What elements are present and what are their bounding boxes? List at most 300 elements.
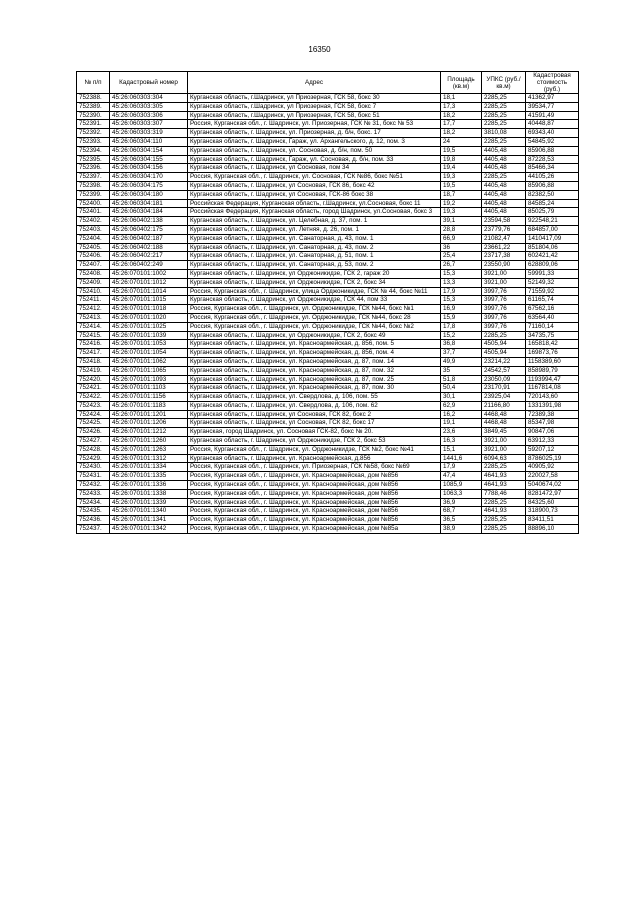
row-number-cell: 752389. — [77, 102, 110, 111]
address-cell: Россия, Курганская обл., г. Шадринск, ул. Приозерная, ГСК № 31, бокс № 53 — [188, 120, 441, 129]
address-cell: Россия, Курганская обл., г. Шадринск, ул. Приозерная, ГСК №58, бокс №69 — [188, 463, 441, 472]
area-cell: 17,3 — [441, 102, 482, 111]
row-number-cell: 752436. — [77, 516, 110, 525]
row-number-cell: 752425. — [77, 419, 110, 428]
row-number-cell: 752419. — [77, 366, 110, 375]
upks-cell: 2285,25 — [482, 94, 526, 103]
area-cell: 16,2 — [441, 410, 482, 419]
upks-cell: 3997,76 — [482, 322, 526, 331]
upks-cell: 4405,48 — [482, 155, 526, 164]
cadastral-number-cell: 45:26:060303:319 — [110, 129, 188, 138]
area-cell: 13,3 — [441, 278, 482, 287]
cadastral-number-cell: 45:26:060304:155 — [110, 155, 188, 164]
header-cost: Кадастровая стоимость (руб.) — [526, 72, 579, 94]
cadastral-cost-cell: 8786025,19 — [526, 454, 579, 463]
address-cell: Курганская область, г. Шадринск, ул Сосновая, пом 34 — [188, 164, 441, 173]
cadastral-cost-cell: 5040674,02 — [526, 481, 579, 490]
address-cell: Курганская область, г. Шадринск, ул. Свердлова, д. 106, пом. 62 — [188, 401, 441, 410]
row-number-cell: 752401. — [77, 208, 110, 217]
upks-cell: 2285,25 — [482, 331, 526, 340]
table-row — [77, 217, 579, 226]
cadastral-cost-cell: 87228,53 — [526, 155, 579, 164]
area-cell: 47,4 — [441, 472, 482, 481]
cadastral-cost-cell: 59207,12 — [526, 445, 579, 454]
cadastral-number-cell: 45:26:060303:304 — [110, 94, 188, 103]
table-row — [77, 296, 579, 305]
cadastral-cost-cell: 85906,88 — [526, 181, 579, 190]
cadastral-cost-cell: 40448,87 — [526, 120, 579, 129]
row-number-cell: 752403. — [77, 225, 110, 234]
area-cell: 15,9 — [441, 313, 482, 322]
address-cell: Курганская область, г. Шадринск, ул Орджоникидзе, ГСК 2, бокс 49 — [188, 331, 441, 340]
address-cell: Курганская область, г. Шадринск, ул Орджоникидзе, ГСК 44, пом 33 — [188, 296, 441, 305]
table-row — [77, 507, 579, 516]
upks-cell: 3921,00 — [482, 437, 526, 446]
area-cell: 17,8 — [441, 322, 482, 331]
table-row — [77, 313, 579, 322]
address-cell: Курганская область, г. Шадринск, ул. Красноармейская, д. 856, пом. 4 — [188, 349, 441, 358]
table-row — [77, 129, 579, 138]
area-cell: 19,5 — [441, 146, 482, 155]
area-cell: 19,3 — [441, 173, 482, 182]
upks-cell: 3849,45 — [482, 428, 526, 437]
cadastral-number-cell: 45:26:070101:1156 — [110, 393, 188, 402]
cadastral-cost-cell: 72389,38 — [526, 410, 579, 419]
cadastral-cost-cell: 85906,88 — [526, 146, 579, 155]
row-number-cell: 752400. — [77, 199, 110, 208]
upks-cell: 2285,25 — [482, 525, 526, 534]
address-cell: Российская Федерация, Курганская область, город Шадринск, ул.Сосновая, бокс 3 — [188, 208, 441, 217]
address-cell: Россия, Курганская обл., г. Шадринск, ул. Орджоникидзе, ГСК №44, бокс №1 — [188, 305, 441, 314]
row-number-cell: 752414. — [77, 322, 110, 331]
area-cell: 68,7 — [441, 507, 482, 516]
upks-cell: 4641,93 — [482, 472, 526, 481]
area-cell: 16,3 — [441, 437, 482, 446]
cadastral-cost-cell: 61165,74 — [526, 296, 579, 305]
cadastral-cost-cell: 71559,92 — [526, 287, 579, 296]
row-number-cell: 752434. — [77, 498, 110, 507]
cadastral-cost-cell: 85347,98 — [526, 419, 579, 428]
cadastral-number-cell: 45:26:060402:138 — [110, 217, 188, 226]
cadastral-cost-cell: 165818,42 — [526, 340, 579, 349]
cadastral-number-cell: 45:26:070101:1263 — [110, 445, 188, 454]
row-number-cell: 752397. — [77, 173, 110, 182]
cadastral-cost-cell: 41591,49 — [526, 111, 579, 120]
upks-cell: 2285,25 — [482, 137, 526, 146]
cadastral-cost-cell: 1410417,09 — [526, 234, 579, 243]
cadastral-cost-cell: 8281472,97 — [526, 489, 579, 498]
address-cell: Курганская область, г. Шадринск, ул Сосновая, ГСК 82, бокс 17 — [188, 419, 441, 428]
upks-cell: 3921,00 — [482, 445, 526, 454]
address-cell: Россия, Курганская обл., г. Шадринск, улица Орджоникидзе, ГСК № 44, бокс №11 — [188, 287, 441, 296]
table-row — [77, 357, 579, 366]
area-cell: 18,7 — [441, 190, 482, 199]
cadastral-number-cell: 45:26:060402:249 — [110, 261, 188, 270]
cadastral-cost-cell: 59991,33 — [526, 269, 579, 278]
address-cell: Курганская, город Шадринск, ул. Сосновая ГСК-82, бокс № 20. — [188, 428, 441, 437]
cadastral-cost-cell: 69343,40 — [526, 129, 579, 138]
address-cell: Россия, Курганская обл., г. Шадринск, ул. Красноармейская, дом №856 — [188, 481, 441, 490]
upks-cell: 4641,93 — [482, 481, 526, 490]
address-cell: Россия, Курганская обл., г. Шадринск, ул. Сосновая, ГСК №86, бокс №51 — [188, 173, 441, 182]
upks-cell: 4405,48 — [482, 199, 526, 208]
cadastral-cost-cell: 84585,24 — [526, 199, 579, 208]
address-cell: Курганская область, г. Шадринск, ул. Красноармейская, д. 87, пом. 30 — [188, 384, 441, 393]
address-cell: Курганская область, г. Шадринск, ул. Санаторная, д. 53, пом. 2 — [188, 261, 441, 270]
area-cell: 19,5 — [441, 181, 482, 190]
address-cell: Россия, Курганская обл., г. Шадринск, ул. Красноармейская, дом №856 — [188, 472, 441, 481]
upks-cell: 2285,25 — [482, 120, 526, 129]
cadastral-number-cell: 45:26:060304:181 — [110, 199, 188, 208]
area-cell: 19,8 — [441, 155, 482, 164]
row-number-cell: 752413. — [77, 313, 110, 322]
row-number-cell: 752421. — [77, 384, 110, 393]
address-cell: Курганская область, г. Шадринск, ул. Сосновая, д. б/н, пом. 50 — [188, 146, 441, 155]
cadastral-cost-cell: 85466,34 — [526, 164, 579, 173]
row-number-cell: 752390. — [77, 111, 110, 120]
area-cell: 49,9 — [441, 357, 482, 366]
table-row — [77, 287, 579, 296]
row-number-cell: 752417. — [77, 349, 110, 358]
cadastral-cost-cell: 220027,58 — [526, 472, 579, 481]
address-cell: Курганская область, г. Шадринск, ул. Красноармейская, д. 856, пом. 5 — [188, 340, 441, 349]
upks-cell: 23594,58 — [482, 217, 526, 226]
cadastral-number-cell: 45:26:070101:1334 — [110, 463, 188, 472]
row-number-cell: 752399. — [77, 190, 110, 199]
table-row — [77, 234, 579, 243]
cadastral-number-cell: 45:26:070101:1340 — [110, 507, 188, 516]
address-cell: Курганская область, г. Шадринск, ул. Красноармейская, д.856 — [188, 454, 441, 463]
cadastral-cost-cell: 34735,75 — [526, 331, 579, 340]
upks-cell: 23717,38 — [482, 252, 526, 261]
address-cell: Курганская область, г. Шадринск, ул. Красноармейская, д. 87, пом. 25 — [188, 375, 441, 384]
cadastral-number-cell: 45:26:070101:1336 — [110, 481, 188, 490]
cadastral-cost-cell: 1331391,98 — [526, 401, 579, 410]
table-row — [77, 419, 579, 428]
table-row — [77, 454, 579, 463]
row-number-cell: 752420. — [77, 375, 110, 384]
table-row — [77, 102, 579, 111]
row-number-cell: 752415. — [77, 331, 110, 340]
cadastral-number-cell: 45:26:060304:175 — [110, 181, 188, 190]
table-row — [77, 252, 579, 261]
area-cell: 23,6 — [441, 428, 482, 437]
cadastral-number-cell: 45:26:070101:1053 — [110, 340, 188, 349]
upks-cell: 3921,00 — [482, 278, 526, 287]
row-number-cell: 752409. — [77, 278, 110, 287]
address-cell: Курганская область, г. Шадринск, ул Сосновая, ГСК 86, бокс 42 — [188, 181, 441, 190]
cadastral-number-cell: 45:26:070101:1002 — [110, 269, 188, 278]
area-cell: 17,9 — [441, 463, 482, 472]
row-number-cell: 752422. — [77, 393, 110, 402]
area-cell: 17,7 — [441, 120, 482, 129]
address-cell: Россия, Курганская обл., г. Шадринск, ул. Орджоникидзе, ГСК №44, бокс №2 — [188, 322, 441, 331]
area-cell: 50,4 — [441, 384, 482, 393]
area-cell: 1063,3 — [441, 489, 482, 498]
table-row — [77, 428, 579, 437]
address-cell: Курганская область, г. Шадринск, ул Сосновая, ГСК 82, бокс 2 — [188, 410, 441, 419]
table-row — [77, 525, 579, 534]
cadastral-cost-cell: 1193994,47 — [526, 375, 579, 384]
table-row — [77, 137, 579, 146]
cadastral-cost-cell: 1167814,08 — [526, 384, 579, 393]
cadastral-cost-cell: 71160,14 — [526, 322, 579, 331]
cadastral-number-cell: 45:26:070101:1338 — [110, 489, 188, 498]
address-cell: Курганская область, г. Шадринск, ул. Приозерная, д. б/н, бокс. 17 — [188, 129, 441, 138]
address-cell: Курганская область, г.Шадринск, ул Приозерная, ГСК 58, бокс 30 — [188, 94, 441, 103]
address-cell: Курганская область, г. Шадринск, ул. Санаторная, д. 43, пом. 1 — [188, 234, 441, 243]
row-number-cell: 752398. — [77, 181, 110, 190]
row-number-cell: 752418. — [77, 357, 110, 366]
row-number-cell: 752426. — [77, 428, 110, 437]
upks-cell: 2285,25 — [482, 111, 526, 120]
address-cell: Курганская область, г. Шадринск, ул. Красноармейская, д. 87, пом. 32 — [188, 366, 441, 375]
cadastral-cost-cell: 85025,79 — [526, 208, 579, 217]
cadastral-number-cell: 45:26:070101:1012 — [110, 278, 188, 287]
cadastral-number-cell: 45:26:070101:1039 — [110, 331, 188, 340]
upks-cell: 23779,76 — [482, 225, 526, 234]
cadastral-number-cell: 45:26:070101:1025 — [110, 322, 188, 331]
table-row — [77, 393, 579, 402]
address-cell: Курганская область, г. Шадринск, Гараж, ул. Архангельского, д. 12, пом. 3 — [188, 137, 441, 146]
cadastral-cost-cell: 52149,32 — [526, 278, 579, 287]
row-number-cell: 752404. — [77, 234, 110, 243]
upks-cell: 24542,57 — [482, 366, 526, 375]
row-number-cell: 752433. — [77, 489, 110, 498]
cadastral-number-cell: 45:26:060304:180 — [110, 190, 188, 199]
cadastral-cost-cell: 41362,97 — [526, 94, 579, 103]
row-number-cell: 752395. — [77, 155, 110, 164]
page-number: 16350 — [308, 45, 331, 54]
row-number-cell: 752405. — [77, 243, 110, 252]
area-cell: 35 — [441, 366, 482, 375]
table-row — [77, 516, 579, 525]
area-cell: 18,2 — [441, 129, 482, 138]
address-cell: Российская Федерация, Курганская область, г.Шадринск, ул.Сосновая, бокс 11 — [188, 199, 441, 208]
table-header-row — [77, 72, 579, 94]
area-cell: 30,1 — [441, 393, 482, 402]
address-cell: Курганская область, г. Шадринск, ул Сосновая, ГСК-86 бокс 38 — [188, 190, 441, 199]
table-row — [77, 261, 579, 270]
row-number-cell: 752432. — [77, 481, 110, 490]
table-row — [77, 181, 579, 190]
row-number-cell: 752393. — [77, 137, 110, 146]
row-number-cell: 752391. — [77, 120, 110, 129]
cadastral-number-cell: 45:26:070101:1260 — [110, 437, 188, 446]
table-row — [77, 322, 579, 331]
cadastral-cost-cell: 169873,76 — [526, 349, 579, 358]
cadastral-number-cell: 45:26:070101:1103 — [110, 384, 188, 393]
cadastral-cost-cell: 602421,42 — [526, 252, 579, 261]
table-row — [77, 305, 579, 314]
row-number-cell: 752416. — [77, 340, 110, 349]
upks-cell: 3810,08 — [482, 129, 526, 138]
cadastral-cost-cell: 90847,06 — [526, 428, 579, 437]
cadastral-number-cell: 45:26:070101:1312 — [110, 454, 188, 463]
cadastral-number-cell: 45:26:070101:1183 — [110, 401, 188, 410]
area-cell: 15,2 — [441, 331, 482, 340]
cadastral-cost-cell: 628809,06 — [526, 261, 579, 270]
address-cell: Курганская область, г. Шадринск, ул. Санаторная, д. 43, пом. 2 — [188, 243, 441, 252]
upks-cell: 4468,48 — [482, 419, 526, 428]
upks-cell: 6094,63 — [482, 454, 526, 463]
cadastral-cost-cell: 63912,33 — [526, 437, 579, 446]
cadastral-cost-cell: 1158389,60 — [526, 357, 579, 366]
cadastral-number-cell: 45:26:070101:1201 — [110, 410, 188, 419]
cadastral-cost-cell: 40905,92 — [526, 463, 579, 472]
cadastral-cost-cell: 63564,40 — [526, 313, 579, 322]
area-cell: 17,9 — [441, 287, 482, 296]
upks-cell: 4505,94 — [482, 340, 526, 349]
row-number-cell: 752411. — [77, 296, 110, 305]
cadastral-number-cell: 45:26:060303:307 — [110, 120, 188, 129]
upks-cell: 23214,22 — [482, 357, 526, 366]
cadastral-cost-cell: 858989,79 — [526, 366, 579, 375]
cadastral-cost-cell: 83411,51 — [526, 516, 579, 525]
address-cell: Россия, Курганская обл., г. Шадринск, ул. Орджоникидзе, ГСК №2, бокс №41 — [188, 445, 441, 454]
area-cell: 25,4 — [441, 252, 482, 261]
table-row — [77, 481, 579, 490]
area-cell: 15,1 — [441, 445, 482, 454]
cadastral-cost-cell: 39534,77 — [526, 102, 579, 111]
upks-cell: 7788,46 — [482, 489, 526, 498]
cadastral-cost-cell: 44105,26 — [526, 173, 579, 182]
cadastral-number-cell: 45:26:060402:188 — [110, 243, 188, 252]
row-number-cell: 752407. — [77, 261, 110, 270]
table-row — [77, 208, 579, 217]
cadastral-number-cell: 45:26:070101:1014 — [110, 287, 188, 296]
header-num: № п/п — [77, 72, 110, 94]
table-row — [77, 445, 579, 454]
row-number-cell: 752394. — [77, 146, 110, 155]
header-cadastral: Кадастровый номер — [110, 72, 188, 94]
row-number-cell: 752428. — [77, 445, 110, 454]
cadastral-number-cell: 45:26:060402:217 — [110, 252, 188, 261]
cadastral-number-cell: 45:26:060402:175 — [110, 225, 188, 234]
cadastral-number-cell: 45:26:070101:1062 — [110, 357, 188, 366]
upks-cell: 23050,09 — [482, 375, 526, 384]
area-cell: 19,4 — [441, 164, 482, 173]
address-cell: Россия, Курганская обл., г. Шадринск, ул. Красноармейская, дом №856 — [188, 516, 441, 525]
upks-cell: 23661,22 — [482, 243, 526, 252]
row-number-cell: 752392. — [77, 129, 110, 138]
upks-cell: 4405,48 — [482, 146, 526, 155]
cadastral-cost-cell: 851804,06 — [526, 243, 579, 252]
upks-cell: 2285,25 — [482, 173, 526, 182]
table-row — [77, 269, 579, 278]
table-row — [77, 225, 579, 234]
cadastral-value-table — [76, 71, 579, 534]
area-cell: 15,3 — [441, 296, 482, 305]
table-row — [77, 331, 579, 340]
row-number-cell: 752402. — [77, 217, 110, 226]
address-cell: Россия, Курганская обл., г. Шадринск, ул. Орджоникидзе, ГСК №44, бокс 28 — [188, 313, 441, 322]
table-row — [77, 164, 579, 173]
upks-cell: 2285,25 — [482, 463, 526, 472]
upks-cell: 23925,04 — [482, 393, 526, 402]
area-cell: 16,9 — [441, 305, 482, 314]
address-cell: Россия, Курганская обл., г. Шадринск, ул. Красноармейская, дом №856 — [188, 507, 441, 516]
address-cell: Курганская область, г. Шадринск, ул. Свердлова, д. 106, пом. 55 — [188, 393, 441, 402]
area-cell: 66,9 — [441, 234, 482, 243]
area-cell: 28,8 — [441, 225, 482, 234]
address-cell: Россия, Курганская обл., г. Шадринск, ул. Красноармейская, дом №85а — [188, 525, 441, 534]
cadastral-cost-cell: 84325,60 — [526, 498, 579, 507]
row-number-cell: 752435. — [77, 507, 110, 516]
address-cell: Россия, Курганская обл., г. Шадринск, ул. Красноармейская, дом №856 — [188, 489, 441, 498]
cadastral-number-cell: 45:26:060304:156 — [110, 164, 188, 173]
cadastral-number-cell: 45:26:070101:1065 — [110, 366, 188, 375]
upks-cell: 4405,48 — [482, 164, 526, 173]
area-cell: 19,2 — [441, 199, 482, 208]
cadastral-number-cell: 45:26:060303:305 — [110, 102, 188, 111]
row-number-cell: 752396. — [77, 164, 110, 173]
address-cell: Курганская область, г. Шадринск, ул. Целебная, д. 37, пом. 1 — [188, 217, 441, 226]
address-cell: Курганская область, г. Шадринск, Гараж, ул. Сосновая, д. б/н, пом. 33 — [188, 155, 441, 164]
header-address: Адрес — [188, 72, 441, 94]
row-number-cell: 752424. — [77, 410, 110, 419]
cadastral-number-cell: 45:26:060304:154 — [110, 146, 188, 155]
upks-cell: 2285,25 — [482, 102, 526, 111]
address-cell: Курганская область, г.Шадринск, ул Приозерная, ГСК 58, бокс 7 — [188, 102, 441, 111]
table-body — [77, 94, 579, 534]
table-row — [77, 349, 579, 358]
upks-cell: 4405,48 — [482, 190, 526, 199]
area-cell: 19,1 — [441, 419, 482, 428]
area-cell: 18,1 — [441, 94, 482, 103]
table-row — [77, 199, 579, 208]
area-cell: 38,9 — [441, 525, 482, 534]
cadastral-number-cell: 45:26:070101:1015 — [110, 296, 188, 305]
cadastral-number-cell: 45:26:070101:1339 — [110, 498, 188, 507]
upks-cell: 3997,76 — [482, 305, 526, 314]
cadastral-number-cell: 45:26:070101:1093 — [110, 375, 188, 384]
area-cell: 19,3 — [441, 208, 482, 217]
address-cell: Курганская область, г. Шадринск, ул Орджоникидзе, ГСК 2, бокс 53 — [188, 437, 441, 446]
cadastral-number-cell: 45:26:070101:1018 — [110, 305, 188, 314]
cadastral-number-cell: 45:26:060304:170 — [110, 173, 188, 182]
cadastral-number-cell: 45:26:070101:1020 — [110, 313, 188, 322]
table-row — [77, 410, 579, 419]
upks-cell: 4405,48 — [482, 181, 526, 190]
table-row — [77, 243, 579, 252]
table-row — [77, 94, 579, 103]
area-cell: 26,7 — [441, 261, 482, 270]
table-row — [77, 401, 579, 410]
row-number-cell: 752412. — [77, 305, 110, 314]
address-cell: Курганская область, г. Шадринск, ул Орджоникидзе, ГСК 2, гараж 20 — [188, 269, 441, 278]
area-cell: 36,8 — [441, 340, 482, 349]
cadastral-number-cell: 45:26:060303:306 — [110, 111, 188, 120]
area-cell: 18,2 — [441, 111, 482, 120]
cadastral-cost-cell: 82382,50 — [526, 190, 579, 199]
cadastral-cost-cell: 720143,60 — [526, 393, 579, 402]
upks-cell: 3921,00 — [482, 269, 526, 278]
table-row — [77, 340, 579, 349]
upks-cell: 23170,91 — [482, 384, 526, 393]
row-number-cell: 752423. — [77, 401, 110, 410]
upks-cell: 4505,94 — [482, 349, 526, 358]
cadastral-number-cell: 45:26:070101:1212 — [110, 428, 188, 437]
upks-cell: 3997,76 — [482, 287, 526, 296]
row-number-cell: 752406. — [77, 252, 110, 261]
cadastral-cost-cell: 67562,16 — [526, 305, 579, 314]
table-row — [77, 173, 579, 182]
row-number-cell: 752410. — [77, 287, 110, 296]
upks-cell: 4405,48 — [482, 208, 526, 217]
area-cell: 37,7 — [441, 349, 482, 358]
header-area: Площадь (кв.м) — [441, 72, 482, 94]
